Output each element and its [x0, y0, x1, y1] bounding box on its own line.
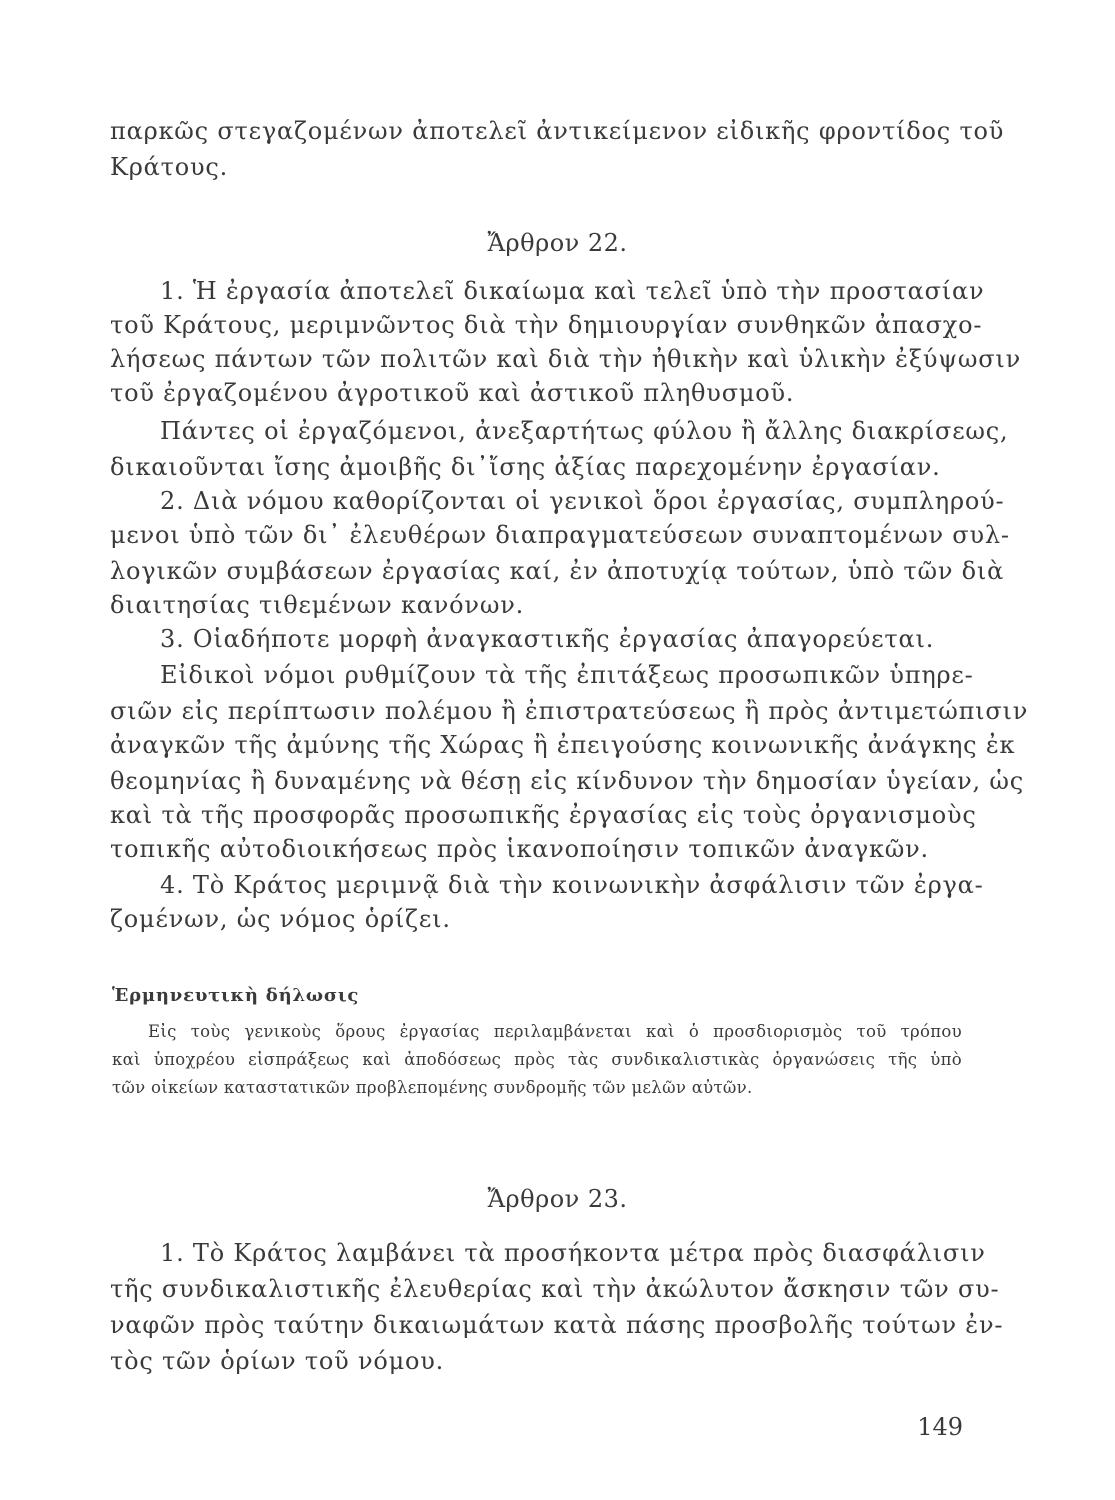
- article-22-line: 2. Διὰ νόμου καθορίζονται οἱ γενικοὶ ὅροι ἐργασίας, συμπληρού-: [160, 487, 1005, 515]
- article-22-line: λογικῶν συμβάσεων ἐργασίας καί, ἐν ἀποτυχίᾳ τούτων, ὑπὸ τῶν διὰ: [110, 557, 1005, 585]
- article-22-line: λήσεως πάντων τῶν πολιτῶν καὶ διὰ τὴν ἠθικὴν καὶ ὑλικὴν ἐξύψωσιν: [110, 345, 1022, 373]
- article-22-line: τοῦ ἐργαζομένου ἀγροτικοῦ καὶ ἀστικοῦ πληθυσμοῦ.: [110, 379, 795, 407]
- article-22-line: ἀναγκῶν τῆς ἀμύνης τῆς Χώρας ἢ ἐπειγούσης κοινωνικῆς ἀνάγκης ἐκ: [110, 731, 1016, 759]
- article-23-heading: Ἄρθρον 23.: [487, 1185, 628, 1213]
- article-22-line: Εἰδικοὶ νόμοι ρυθμίζουν τὰ τῆς ἐπιτάξεως προσωπικῶν ὑπηρε-: [160, 661, 974, 689]
- article-22-line: δικαιοῦνται ἴσης ἀμοιβῆς δι᾿ἴσης ἀξίας παρεχομένην ἐργασίαν.: [110, 453, 941, 481]
- article-23-line: 1. Τὸ Κράτος λαμβάνει τὰ προσήκοντα μέτρα πρὸς διασφάλισιν: [160, 1239, 986, 1267]
- article-22-line: τοῦ Κράτους, μεριμνῶντος διὰ τὴν δημιουργίαν συνθηκῶν ἀπασχο-: [110, 311, 983, 339]
- article-23-line: τῆς συνδικαλιστικῆς ἐλευθερίας καὶ τὴν ἀκώλυτον ἄσκησιν τῶν συ-: [110, 1275, 1000, 1303]
- page-number: 149: [917, 1413, 963, 1441]
- article-22-line: τοπικῆς αὐτοδιοικήσεως πρὸς ἱκανοποίησιν τοπικῶν ἀναγκῶν.: [110, 835, 929, 863]
- article-22-line: διαιτησίας τιθεμένων κανόνων.: [110, 591, 525, 619]
- article-23-line: τὸς τῶν ὁρίων τοῦ νόμου.: [110, 1347, 445, 1375]
- article-22-heading: Ἄρθρον 22.: [487, 229, 628, 257]
- article-23-line: ναφῶν πρὸς ταύτην δικαιωμάτων κατὰ πάσης προσβολῆς τούτων ἐν-: [110, 1311, 1004, 1339]
- intro-line: παρκῶς στεγαζομένων ἀποτελεῖ ἀντικείμενον εἰδικῆς φροντίδος τοῦ: [110, 117, 1005, 145]
- article-22-line: 1. Ἡ ἐργασία ἀποτελεῖ δικαίωμα καὶ τελεῖ ὑπὸ τὴν προστασίαν: [160, 277, 985, 305]
- interpretive-note-line: τῶν οἰκείων καταστατικῶν προβλεπομένης συνδρομῆς τῶν μελῶν αὐτῶν.: [112, 1078, 753, 1097]
- article-22-line: θεομηνίας ἢ δυναμένης νὰ θέσῃ εἰς κίνδυνον τὴν δημοσίαν ὑγείαν, ὡς: [110, 767, 1025, 795]
- article-22-line: σιῶν εἰς περίπτωσιν πολέμου ἢ ἐπιστρατεύσεως ἢ πρὸς ἀντιμετώπισιν: [110, 697, 1029, 725]
- article-22-line: 4. Τὸ Κράτος μεριμνᾷ διὰ τὴν κοινωνικὴν ἀσφάλισιν τῶν ἐργα-: [160, 871, 984, 899]
- interpretive-note-line: Εἰς τοὺς γενικοὺς ὅρους ἐργασίας περιλαμβάνεται καὶ ὁ προσδιορισμὸς τοῦ τρόπου: [148, 1022, 962, 1041]
- article-22-line: 3. Οἱαδήποτε μορφὴ ἀναγκαστικῆς ἐργασίας ἀπαγορεύεται.: [160, 625, 935, 653]
- intro-line: Κράτους.: [110, 153, 229, 181]
- article-22-line: ζομένων, ὡς νόμος ὁρίζει.: [110, 905, 451, 933]
- article-22-line: καὶ τὰ τῆς προσφορᾶς προσωπικῆς ἐργασίας εἰς τοὺς ὀργανισμοὺς: [110, 801, 977, 829]
- article-22-line: Πάντες οἱ ἐργαζόμενοι, ἀνεξαρτήτως φύλου ἢ ἄλλης διακρίσεως,: [160, 417, 1009, 445]
- article-22-line: μενοι ὑπὸ τῶν δι᾿ ἐλευθέρων διαπραγματεύσεων συναπτομένων συλ-: [110, 521, 1010, 549]
- interpretive-note-title: Ἑρμηνευτικὴ δήλωσις: [112, 985, 360, 1006]
- interpretive-note-line: καὶ ὑποχρέου εἰσπράξεως καὶ ἀποδόσεως πρὸς τὰς συνδικαλιστικὰς ὀργανώσεις τῆς ὑπὸ: [112, 1050, 962, 1069]
